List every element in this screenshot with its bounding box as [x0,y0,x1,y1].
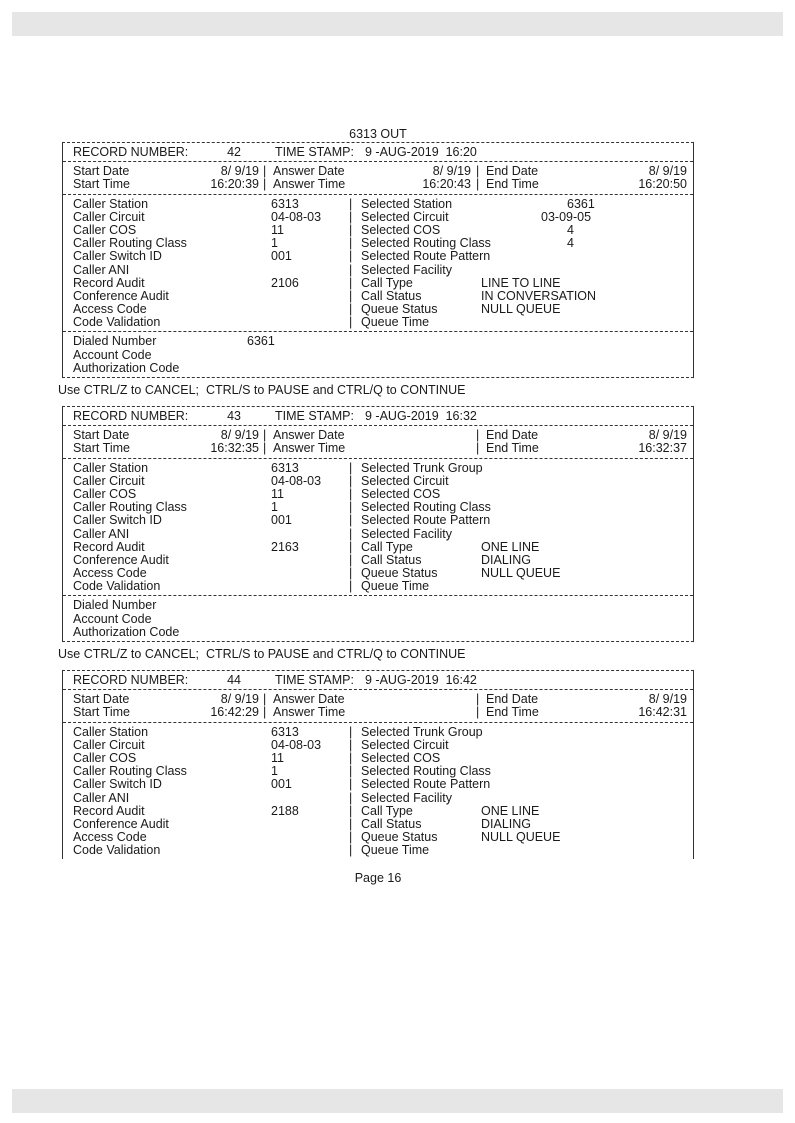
column-divider: | [349,737,353,752]
dialed-line [71,599,687,612]
record-number-label: RECORD NUMBER: [73,145,189,159]
caller-routing-class-value: 1 [271,500,278,515]
caller-circuit-value: 04-08-03 [271,473,322,488]
authorization-code-label: Authorization Code [73,624,180,639]
detail-line [71,528,687,541]
selected-circuit-value: 03-09-05 [541,209,592,224]
selected-route-pattern-label: Selected Route Pattern [361,513,491,528]
code-validation-label: Code Validation [73,579,161,594]
call-status-label: Call Status [361,288,422,303]
answer-time-label: Answer Time [273,441,346,456]
queue-status-label: Queue Status [361,302,438,317]
start-date-value: 8/ 9/19 [220,164,259,179]
call-record [62,406,694,642]
start-time-label: Start Time [73,177,130,192]
column-divider: | [349,222,353,237]
code-validation-label: Code Validation [73,843,161,858]
caller-switch-id-label: Caller Switch ID [73,249,162,264]
record-header-section [63,143,693,162]
column-divider: | [349,315,353,330]
call-record-body [62,671,694,859]
detail-line [71,514,687,527]
caller-routing-class-value: 1 [271,236,278,251]
column-divider: | [349,830,353,845]
answer-date-label: Answer Date [273,428,345,443]
detail-line [71,250,687,263]
call-status-label: Call Status [361,552,422,567]
start-time-label: Start Time [73,441,130,456]
record-audit-label: Record Audit [73,803,145,818]
caller-switch-id-label: Caller Switch ID [73,513,162,528]
column-divider: | [349,486,353,501]
caller-station-label: Caller Station [73,724,149,739]
column-divider: | [349,764,353,779]
answer-date-label: Answer Date [273,692,345,707]
page-title: 6313 OUT [349,127,407,141]
caller-routing-class-value: 1 [271,764,278,779]
record-audit-label: Record Audit [73,275,145,290]
selected-circuit-label: Selected Circuit [361,473,449,488]
end-date-value: 8/ 9/19 [648,164,687,179]
call-type-label: Call Type [361,803,413,818]
column-divider: | [263,428,267,443]
end-date-value: 8/ 9/19 [648,428,687,443]
detail-line [71,541,687,554]
end-time-value: 16:42:31 [638,705,687,720]
column-divider: | [476,692,480,707]
dialed-line [71,613,687,626]
answer-date-label: Answer Date [273,164,345,179]
detail-line [71,726,687,739]
column-divider: | [476,164,480,179]
selected-routing-class-label: Selected Routing Class [361,236,491,251]
time-stamp-value: 9 -AUG-2019 16:32 [365,409,477,423]
detail-line [71,462,687,475]
time-stamp-label: TIME STAMP: [275,145,354,159]
selected-circuit-label: Selected Circuit [361,209,449,224]
scan-margin-top [12,12,783,36]
time-stamp-label: TIME STAMP: [275,673,354,687]
queue-status-label: Queue Status [361,566,438,581]
record-header-section [63,671,693,690]
answer-date-value: 8/ 9/19 [432,164,471,179]
record-header-section [63,407,693,426]
selected-routing-class-label: Selected Routing Class [361,500,491,515]
conference-audit-label: Conference Audit [73,816,169,831]
start-date-value: 8/ 9/19 [220,692,259,707]
selected-cos-value: 4 [567,222,574,237]
dialed-line [71,335,687,348]
queue-status-label: Queue Status [361,830,438,845]
answer-time-value: 16:20:43 [422,177,471,192]
detail-line [71,277,687,290]
selected-cos-label: Selected COS [361,222,441,237]
column-divider: | [476,441,480,456]
selected-facility-label: Selected Facility [361,262,453,277]
end-date-label: End Date [486,428,539,443]
answer-time-label: Answer Time [273,705,346,720]
caller-switch-id-label: Caller Switch ID [73,777,162,792]
detail-line [71,264,687,277]
detail-line [71,211,687,224]
scan-margin-bottom [12,1089,783,1113]
detail-line [71,580,687,593]
selected-trunk-group-label: Selected Trunk Group [361,724,483,739]
end-time-label: End Time [486,441,539,456]
caller-cos-label: Caller COS [73,750,137,765]
start-date-label: Start Date [73,692,130,707]
access-code-label: Access Code [73,830,147,845]
queue-time-label: Queue Time [361,579,430,594]
column-divider: | [263,705,267,720]
queue-time-label: Queue Time [361,843,430,858]
selected-route-pattern-label: Selected Route Pattern [361,777,491,792]
record-header-line [71,146,687,159]
dates-line [71,429,687,442]
selected-station-label: Selected Station [361,196,453,211]
caller-cos-label: Caller COS [73,486,137,501]
caller-ani-label: Caller ANI [73,790,130,805]
selected-routing-class-value: 4 [567,236,574,251]
dialed-number-value: 6361 [247,334,275,349]
caller-station-label: Caller Station [73,196,149,211]
record-number-value: 44 [227,673,241,687]
column-divider: | [349,460,353,475]
start-date-value: 8/ 9/19 [220,428,259,443]
call-type-value: ONE LINE [481,803,540,818]
caller-station-value: 6313 [271,460,299,475]
column-divider: | [349,803,353,818]
selected-facility-label: Selected Facility [361,526,453,541]
start-date-label: Start Date [73,428,130,443]
detail-line [71,316,687,329]
start-time-label: Start Time [73,705,130,720]
call-record-body [62,143,694,378]
authorization-code-label: Authorization Code [73,360,180,375]
dialed-number-label: Dialed Number [73,598,157,613]
column-divider: | [349,473,353,488]
caller-circuit-label: Caller Circuit [73,473,145,488]
start-date-label: Start Date [73,164,130,179]
column-divider: | [349,526,353,541]
caller-station-value: 6313 [271,724,299,739]
call-type-label: Call Type [361,275,413,290]
column-divider: | [349,750,353,765]
call-type-label: Call Type [361,539,413,554]
account-code-label: Account Code [73,347,152,362]
queue-status-value: NULL QUEUE [481,566,561,581]
times-line [71,706,687,719]
record-detail-section [63,723,693,860]
caller-routing-class-label: Caller Routing Class [73,764,187,779]
detail-line [71,805,687,818]
conference-audit-label: Conference Audit [73,288,169,303]
column-divider: | [349,816,353,831]
record-dates-section [63,162,693,194]
end-time-label: End Time [486,177,539,192]
times-line [71,442,687,455]
time-stamp-value: 9 -AUG-2019 16:42 [365,673,477,687]
call-record [62,142,694,378]
call-record-page [58,126,694,887]
column-divider: | [349,275,353,290]
call-status-value: IN CONVERSATION [481,288,597,303]
access-code-label: Access Code [73,566,147,581]
continue-prompt: Use CTRL/Z to CANCEL; CTRL/S to PAUSE and CTRL/Q to CONTINUE [58,383,466,397]
column-divider: | [349,302,353,317]
caller-switch-id-value: 001 [271,513,292,528]
selected-first-value: 6361 [567,196,595,211]
selected-route-pattern-label: Selected Route Pattern [361,249,491,264]
call-record [62,670,694,859]
caller-station-label: Caller Station [73,460,149,475]
record-dialed-section [63,332,693,377]
time-stamp-label: TIME STAMP: [275,409,354,423]
selected-cos-label: Selected COS [361,750,441,765]
caller-ani-label: Caller ANI [73,526,130,541]
column-divider: | [349,566,353,581]
selected-routing-class-label: Selected Routing Class [361,764,491,779]
column-divider: | [263,692,267,707]
caller-circuit-value: 04-08-03 [271,737,322,752]
column-divider: | [349,790,353,805]
column-divider: | [349,513,353,528]
caller-cos-value: 11 [271,750,284,765]
record-detail-section [63,459,693,597]
end-date-label: End Date [486,692,539,707]
conference-audit-label: Conference Audit [73,552,169,567]
end-time-value: 16:20:50 [638,177,687,192]
column-divider: | [349,777,353,792]
dates-line [71,165,687,178]
call-status-label: Call Status [361,816,422,831]
selected-facility-label: Selected Facility [361,790,453,805]
column-divider: | [349,539,353,554]
column-divider: | [349,500,353,515]
detail-line [71,778,687,791]
selected-trunk-group-label: Selected Trunk Group [361,460,483,475]
detail-line [71,475,687,488]
end-date-value: 8/ 9/19 [648,692,687,707]
caller-ani-label: Caller ANI [73,262,130,277]
end-date-label: End Date [486,164,539,179]
queue-status-value: NULL QUEUE [481,302,561,317]
column-divider: | [349,288,353,303]
caller-routing-class-label: Caller Routing Class [73,500,187,515]
column-divider: | [349,579,353,594]
caller-station-value: 6313 [271,196,299,211]
call-record-body [62,407,694,642]
detail-line [71,844,687,857]
queue-status-value: NULL QUEUE [481,830,561,845]
page-footer: Page 16 [354,871,402,886]
call-status-value: DIALING [481,552,532,567]
record-dates-section [63,690,693,722]
caller-switch-id-value: 001 [271,777,292,792]
dialed-number-label: Dialed Number [73,334,157,349]
end-time-label: End Time [486,705,539,720]
caller-cos-label: Caller COS [73,222,137,237]
dialed-line [71,626,687,639]
record-detail-section [63,195,693,333]
column-divider: | [349,249,353,264]
continue-prompt: Use CTRL/Z to CANCEL; CTRL/S to PAUSE and CTRL/Q to CONTINUE [58,647,466,661]
answer-time-label: Answer Time [273,177,346,192]
start-time-value: 16:42:29 [210,705,259,720]
column-divider: | [349,236,353,251]
record-header-line [71,410,687,423]
record-audit-value: 2163 [271,539,299,554]
call-status-value: DIALING [481,816,532,831]
records-list [58,142,694,859]
selected-cos-label: Selected COS [361,486,441,501]
column-divider: | [349,209,353,224]
time-stamp-value: 9 -AUG-2019 16:20 [365,145,477,159]
dates-line [71,693,687,706]
caller-routing-class-label: Caller Routing Class [73,236,187,251]
record-dialed-section [63,596,693,641]
selected-circuit-label: Selected Circuit [361,737,449,752]
column-divider: | [349,843,353,858]
detail-line [71,792,687,805]
record-audit-label: Record Audit [73,539,145,554]
record-audit-value: 2106 [271,275,299,290]
caller-switch-id-value: 001 [271,249,292,264]
column-divider: | [349,196,353,211]
column-divider: | [349,552,353,567]
caller-circuit-label: Caller Circuit [73,209,145,224]
times-line [71,178,687,191]
call-type-value: ONE LINE [481,539,540,554]
caller-cos-value: 11 [271,486,284,501]
access-code-label: Access Code [73,302,147,317]
code-validation-label: Code Validation [73,315,161,330]
column-divider: | [263,164,267,179]
dialed-line [71,362,687,375]
start-time-value: 16:32:35 [210,441,259,456]
column-divider: | [476,428,480,443]
column-divider: | [476,177,480,192]
start-time-value: 16:20:39 [210,177,259,192]
caller-cos-value: 11 [271,222,284,237]
end-time-value: 16:32:37 [638,441,687,456]
column-divider: | [349,262,353,277]
column-divider: | [476,705,480,720]
column-divider: | [263,441,267,456]
record-number-label: RECORD NUMBER: [73,673,189,687]
account-code-label: Account Code [73,611,152,626]
column-divider: | [349,724,353,739]
caller-circuit-value: 04-08-03 [271,209,322,224]
queue-time-label: Queue Time [361,315,430,330]
detail-line [71,198,687,211]
call-type-value: LINE TO LINE [481,275,561,290]
record-number-value: 42 [227,145,241,159]
record-dates-section [63,426,693,458]
detail-line [71,739,687,752]
record-audit-value: 2188 [271,803,299,818]
record-header-line [71,674,687,687]
dialed-line [71,349,687,362]
column-divider: | [263,177,267,192]
caller-circuit-label: Caller Circuit [73,737,145,752]
record-number-value: 43 [227,409,241,423]
record-number-label: RECORD NUMBER: [73,409,189,423]
